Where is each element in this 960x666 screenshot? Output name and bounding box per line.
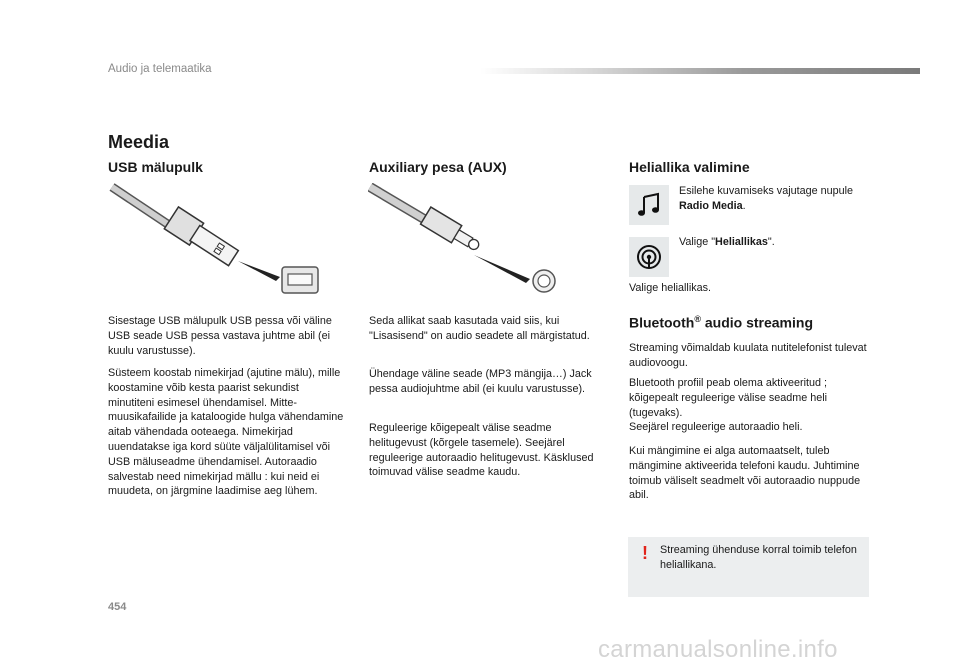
usb-paragraph-2: Süsteem koostab nimekirjad (ajutine mälu), mille koostamine võib kesta paarist sekundist minutiteni esimesel ühendamisel. Mitte-muusikafailide ja kataloogide hulga vähendamine aitab vähendada ooteaega. Nimekirjad uuendatakse iga kord süüte väljalülitamisel või USB mäluseadme ühendamisel. Autoraadio salvestab need nimekirjad mällu : kui neid ei muudeta, on järgmine laadimise aeg lühem.: [108, 367, 344, 498]
aux-paragraph-3: Reguleerige kõigepealt välise seadme helitugevust (kõrgele tasemele). Seejärel reguleerige autoraadio helitugevust. Käsklused toimuvad välise seadme kaudu.: [369, 422, 594, 479]
watermark: carmanualsonline.info: [598, 636, 838, 663]
aux-heading: Auxiliary pesa (AUX): [369, 159, 507, 175]
usb-paragraph-1: Sisestage USB mälupulk USB pessa või väline USB seade USB pessa vastava juhtme abil (ei kuulu varustusse).: [108, 315, 332, 357]
aux-jack-illustration: [368, 183, 558, 295]
source-step-2: Valige "Heliallikas".: [679, 236, 775, 248]
music-note-icon: [629, 185, 669, 225]
source-step-3: Valige heliallikas.: [629, 282, 712, 294]
source-heading: Heliallika valimine: [629, 159, 750, 175]
header-title: Audio ja telemaatika: [108, 63, 212, 75]
radio-source-icon: [629, 237, 669, 277]
bluetooth-paragraph-2a: Bluetooth profiil peab olema aktiveeritud ; kõigepealt reguleerige välise seadme heli (tugevaks).: [629, 377, 828, 419]
warning-exclamation-icon: !: [642, 543, 648, 563]
aux-paragraph-2: Ühendage väline seade (MP3 mängija…) Jack pessa audiojuhtme abil (ei kuulu varustusse).: [369, 368, 592, 395]
aux-paragraph-1: Seda allikat saab kasutada vaid siis, kui "Lisasisend" on audio seadete all märgistatud.: [369, 315, 590, 342]
bluetooth-heading: Bluetooth® audio streaming: [629, 314, 813, 331]
header-bar: [480, 68, 920, 74]
source-step-1: Esilehe kuvamiseks vajutage nupule Radio Media.: [679, 185, 854, 212]
usb-heading: USB mälupulk: [108, 159, 203, 175]
usb-plug-illustration: [108, 183, 340, 295]
page-number: 454: [108, 601, 127, 613]
note-text: Streaming ühenduse korral toimib telefon heliallikana.: [660, 544, 857, 571]
bluetooth-paragraph-2b: Seejärel reguleerige autoraadio heli.: [629, 421, 803, 433]
bluetooth-paragraph-3: Kui mängimine ei alga automaatselt, tuleb mängimine aktiveerida telefoni kaudu. Juhtimine toimub väliselt seadmelt või autoraadio nuppude abil.: [629, 445, 861, 502]
bluetooth-paragraph-1: Streaming võimaldab kuulata nutitelefonist tulevat audiovoogu.: [629, 342, 867, 369]
section-title: Meedia: [108, 132, 170, 152]
